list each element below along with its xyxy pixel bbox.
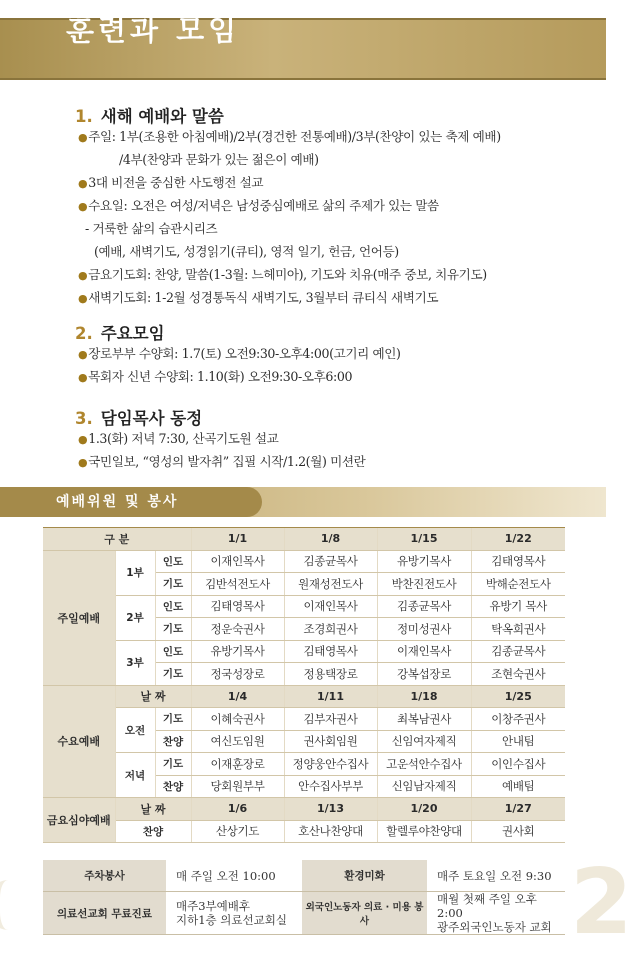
table-cell: 김태영목사 xyxy=(191,595,284,618)
list-item-text: 주일: 1부(조용한 아침예배)/2부(경건한 전통예배)/3부(찬양이 있는 축제 예배) xyxy=(88,129,501,144)
section-title: 주요모임 xyxy=(100,324,165,343)
bullet-icon: ● xyxy=(78,200,88,213)
decorative-shape xyxy=(0,880,26,930)
role-label: 인도 xyxy=(155,640,191,663)
role-label: 기도 xyxy=(155,708,191,731)
table-cell: 유방기 목사 xyxy=(471,595,565,618)
table-cell: 정용택장로 xyxy=(284,663,377,686)
table-cell: 권사회 xyxy=(471,820,565,843)
table-cell: 고운석안수집사 xyxy=(377,753,471,776)
group-label: 주일예배 xyxy=(43,550,115,685)
info-value-line: 매월 첫째 주일 오후 2:00 xyxy=(437,892,537,920)
date-cell: 1/22 xyxy=(471,528,565,550)
table-cell: 정운숙권사 xyxy=(191,618,284,641)
bullet-icon: ● xyxy=(78,348,88,361)
list-item xyxy=(78,451,365,470)
bullet-icon: ● xyxy=(78,131,88,144)
section-number: 1. xyxy=(75,107,93,126)
list-item xyxy=(94,241,399,260)
table-cell: 김반석전도사 xyxy=(191,573,284,596)
info-value: 매 주일 오전 10:00 xyxy=(166,860,302,892)
info-value-line: 지하1층 의료선교회실 xyxy=(176,913,287,927)
date-cell: 1/4 xyxy=(191,685,284,708)
list-item xyxy=(78,366,352,385)
header-label: 구 분 xyxy=(43,528,191,550)
role-label: 인도 xyxy=(155,595,191,618)
table-cell: 김종균목사 xyxy=(284,550,377,573)
table-row xyxy=(43,528,565,550)
table-cell: 강복섭장로 xyxy=(377,663,471,686)
list-item-text: 1.3(화) 저녁 7:30, 산곡기도원 설교 xyxy=(88,431,279,446)
date-cell: 1/1 xyxy=(191,528,284,550)
section-heading xyxy=(75,405,202,429)
date-cell: 1/15 xyxy=(377,528,471,550)
section-title: 담임목사 동정 xyxy=(100,409,203,428)
table-row xyxy=(43,640,565,663)
info-value xyxy=(166,892,302,935)
table-row xyxy=(43,820,565,843)
service-label: 2부 xyxy=(115,595,155,640)
date-cell: 1/8 xyxy=(284,528,377,550)
info-label: 주차봉사 xyxy=(43,860,166,892)
service-label: 오전 xyxy=(115,708,155,753)
bullet-icon: ● xyxy=(78,177,88,190)
table-cell: 이혜숙권사 xyxy=(191,708,284,731)
table-cell: 이재인목사 xyxy=(377,640,471,663)
section-number: 2. xyxy=(75,324,93,343)
list-item-text: (예배, 새벽기도, 성경읽기(큐티), 영적 일기, 헌금, 언어등) xyxy=(94,244,399,259)
table-cell: 정미성권사 xyxy=(377,618,471,641)
date-cell: 1/11 xyxy=(284,685,377,708)
list-item xyxy=(78,428,278,447)
role-label: 찬양 xyxy=(115,820,191,843)
group-label: 금요심야예배 xyxy=(43,798,115,843)
table-row xyxy=(43,685,565,708)
section-title: 새해 예배와 말씀 xyxy=(100,107,224,126)
table-cell: 여신도임원 xyxy=(191,730,284,753)
info-label: 외국인노동자 의료 · 미용 봉사 xyxy=(302,892,427,935)
date-cell: 1/6 xyxy=(191,798,284,821)
list-item xyxy=(78,126,501,145)
table-row xyxy=(43,708,565,731)
table-cell: 당회원부부 xyxy=(191,775,284,798)
table-cell: 박찬진전도사 xyxy=(377,573,471,596)
table-cell: 이재인목사 xyxy=(284,595,377,618)
table-cell: 권사회임원 xyxy=(284,730,377,753)
list-item-text: 금요기도회: 찬양, 말씀(1-3월: 느헤미아), 기도와 치유(매주 중보, 치유기도) xyxy=(88,267,487,282)
table-cell: 정양웅안수집사 xyxy=(284,753,377,776)
section-heading xyxy=(75,103,224,127)
table-cell: 이재인목사 xyxy=(191,550,284,573)
table-cell: 유방기목사 xyxy=(191,640,284,663)
bullet-icon: ● xyxy=(78,371,88,384)
table-row xyxy=(43,892,565,935)
table-cell: 이창주권사 xyxy=(471,708,565,731)
list-item-text: 장로부부 수양회: 1.7(토) 오전9:30-오후4:00(고기리 예인) xyxy=(88,346,401,361)
table-cell: 김태영목사 xyxy=(471,550,565,573)
list-item-text: 목회자 신년 수양회: 1.10(화) 오전9:30-오후6:00 xyxy=(88,369,353,384)
service-info-table xyxy=(43,860,565,935)
bullet-icon: ● xyxy=(78,269,88,282)
date-cell: 1/20 xyxy=(377,798,471,821)
bullet-icon: ● xyxy=(78,292,88,305)
table-cell: 탁옥희권사 xyxy=(471,618,565,641)
date-label: 날 짜 xyxy=(115,798,191,821)
role-label: 인도 xyxy=(155,550,191,573)
date-cell: 1/25 xyxy=(471,685,565,708)
info-label: 환경미화 xyxy=(302,860,427,892)
table-cell: 조현숙권사 xyxy=(471,663,565,686)
table-cell: 이재훈장로 xyxy=(191,753,284,776)
info-value-line: 광주외국인노동자 교회 xyxy=(437,920,552,934)
list-item xyxy=(78,343,401,362)
table-cell: 김종균목사 xyxy=(377,595,471,618)
table-cell: 김종균목사 xyxy=(471,640,565,663)
schedule-table xyxy=(43,528,565,843)
date-cell: 1/13 xyxy=(284,798,377,821)
info-value: 매주 토요일 오전 9:30 xyxy=(427,860,565,892)
role-label: 기도 xyxy=(155,663,191,686)
table-cell: 최복남권사 xyxy=(377,708,471,731)
list-item xyxy=(85,218,217,237)
section-number: 3. xyxy=(75,409,93,428)
service-label: 저녁 xyxy=(115,753,155,798)
role-label: 기도 xyxy=(155,618,191,641)
table-cell: 안수집사부부 xyxy=(284,775,377,798)
section-heading xyxy=(75,320,165,344)
date-cell: 1/18 xyxy=(377,685,471,708)
table-cell: 예배팀 xyxy=(471,775,565,798)
table-cell: 산상기도 xyxy=(191,820,284,843)
bullet-icon: ● xyxy=(78,433,88,446)
list-item xyxy=(119,149,319,168)
table-row xyxy=(43,595,565,618)
table-cell: 안내팀 xyxy=(471,730,565,753)
page-title: 훈련과 모임 xyxy=(66,13,241,47)
table-cell: 김태영목사 xyxy=(284,640,377,663)
date-cell: 1/27 xyxy=(471,798,565,821)
info-value xyxy=(427,892,565,935)
list-item xyxy=(78,287,438,306)
list-item-text: 3대 비전을 중심한 사도행전 설교 xyxy=(88,175,264,190)
table-cell: 정국성장로 xyxy=(191,663,284,686)
table-cell: 조경희권사 xyxy=(284,618,377,641)
list-item xyxy=(78,264,487,283)
table-cell: 박해순전도사 xyxy=(471,573,565,596)
role-label: 찬양 xyxy=(155,730,191,753)
table-cell: 김부자권사 xyxy=(284,708,377,731)
bullet-icon: ● xyxy=(78,456,88,469)
info-value-line: 매주3부예배후 xyxy=(176,899,250,913)
list-item-text: 수요일: 오전은 여성/저녁은 남성중심예배로 삶의 주제가 있는 말씀 xyxy=(88,198,439,213)
table-row xyxy=(43,798,565,821)
page-number: 2 xyxy=(570,850,633,955)
table-cell: 신임여자제직 xyxy=(377,730,471,753)
list-item-text: 국민일보, “영성의 발자취” 집필 시작/1.2(월) 미션란 xyxy=(88,454,366,469)
table-cell: 유방기목사 xyxy=(377,550,471,573)
list-item-text: 새벽기도회: 1-2월 성경통독식 새벽기도, 3월부터 큐티식 새벽기도 xyxy=(88,290,439,305)
table-cell: 신임남자제직 xyxy=(377,775,471,798)
table-cell: 할렐루야찬양대 xyxy=(377,820,471,843)
info-label: 의료선교회 무료진료 xyxy=(43,892,166,935)
list-item-text: - 거룩한 삶의 습관시리즈 xyxy=(85,221,218,236)
date-label: 날 짜 xyxy=(115,685,191,708)
table-row xyxy=(43,753,565,776)
group-label: 수요예배 xyxy=(43,685,115,798)
table-cell: 호산나찬양대 xyxy=(284,820,377,843)
role-label: 기도 xyxy=(155,753,191,776)
table-cell: 이인수집사 xyxy=(471,753,565,776)
role-label: 찬양 xyxy=(155,775,191,798)
schedule-title: 예배위원 및 봉사 xyxy=(0,487,262,517)
table-row xyxy=(43,550,565,573)
role-label: 기도 xyxy=(155,573,191,596)
list-item xyxy=(78,172,263,191)
list-item-text: /4부(찬양과 문화가 있는 젊은이 예배) xyxy=(119,152,319,167)
table-cell: 원재성전도사 xyxy=(284,573,377,596)
list-item xyxy=(78,195,439,214)
service-label: 3부 xyxy=(115,640,155,685)
service-label: 1부 xyxy=(115,550,155,595)
table-row xyxy=(43,860,565,892)
